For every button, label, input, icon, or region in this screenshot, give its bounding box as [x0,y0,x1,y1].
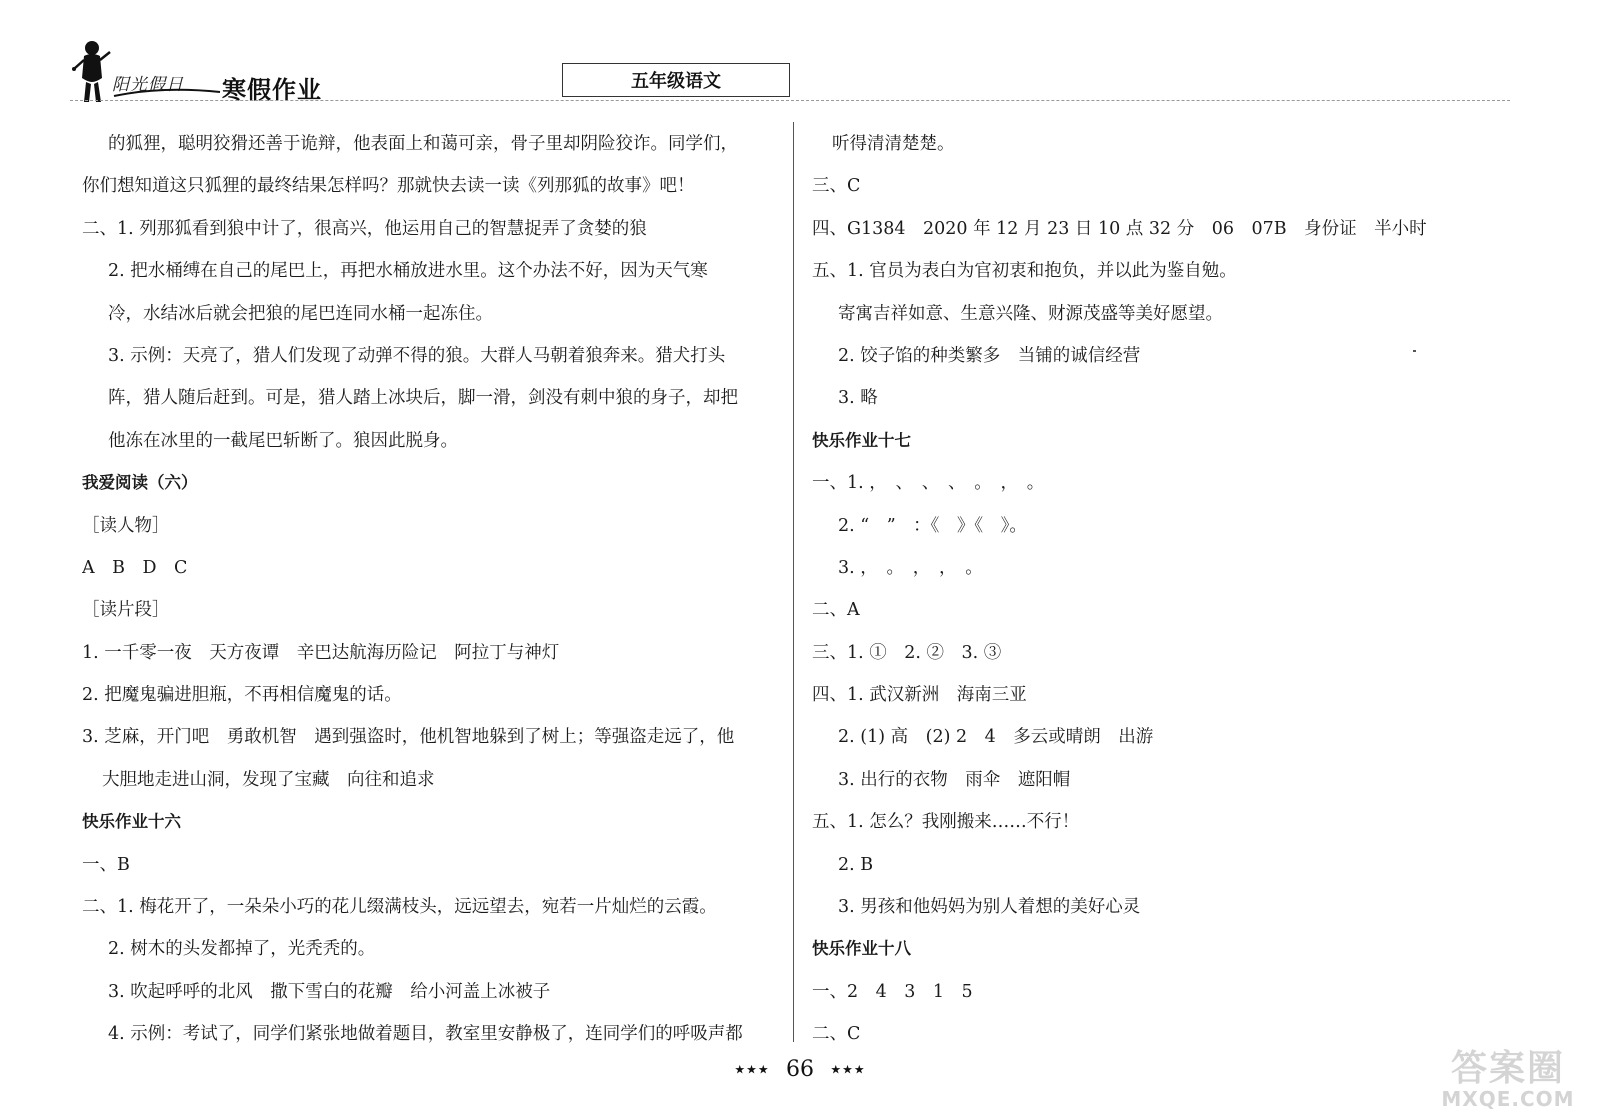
answer-line: 1. 一千零一夜 天方夜谭 辛巴达航海历险记 阿拉丁与神灯 [82,642,560,663]
section-heading: 快乐作业十六 [82,812,181,832]
answer-line: 阵，猎人随后赶到。可是，猎人踏上冰块后，脚一滑，剑没有刺中狼的身子，却把 [108,388,738,409]
answer-line: 五、1. 官员为表白为官初衷和抱负，并以此为鉴自勉。 [812,261,1237,282]
left-column [82,123,802,1056]
answer-line: 冷，水结冰后就会把狼的尾巴连同水桶一起冻住。 [108,303,493,324]
watermark-url: MXQE.COM [1441,1087,1575,1111]
subject-label: 五年级语文 [562,63,790,97]
watermark [1418,1050,1598,1112]
logo-swoosh-icon [112,84,222,100]
answer-line: 3. 略 [838,388,878,409]
logo-script-text: 阳光假日 [112,75,184,95]
answer-line: 2. 把魔鬼骗进胆瓶，不再相信魔鬼的话。 [82,685,402,706]
column-divider [793,122,794,1042]
answer-line: 2. 饺子馅的种类繁多 当铺的诚信经营 [838,345,1141,366]
answer-line: 3. 男孩和他妈妈为别人着想的美好心灵 [838,897,1141,918]
answer-line: 3. 芝麻，开门吧 勇敢机智 遇到强盗时，他机智地躲到了树上；等强盗走远了，他 [82,727,735,748]
answer-line: 四、1. 武汉新洲 海南三亚 [812,685,1027,706]
answer-line: 二、A [812,600,860,621]
answer-line: 你们想知道这只狐狸的最终结果怎样吗？那就快去读一读《列那狐的故事》吧！ [82,176,695,197]
star-decoration-icon: ★★★ [734,1062,770,1077]
header-divider [70,100,1510,101]
section-heading: 我爱阅读（六） [82,473,198,493]
answer-line: 二、C [812,1024,861,1045]
answer-line: 三、C [812,176,861,197]
answer-line: 2. 把水桶缚在自己的尾巴上，再把水桶放进水里。这个办法不好，因为天气寒 [108,261,708,282]
answer-line: 2. B [838,854,874,875]
answer-line: 2. “ ” ：《 》《 》。 [838,515,1027,536]
answer-line: 寄寓吉祥如意、生意兴隆、财源茂盛等美好愿望。 [838,303,1223,324]
answer-line: 一、B [82,854,130,875]
answer-line: ［读片段］ [82,600,170,621]
answer-line: 五、1. 怎么？我刚搬来……不行！ [812,812,1080,833]
section-heading: 快乐作业十七 [812,430,911,450]
section-heading: 快乐作业十八 [812,939,911,959]
book-title: 寒假作业 [222,76,322,104]
answer-line: 4. 示例：考试了，同学们紧张地做着题目，教室里安静极了，连同学们的呼吸声都 [108,1024,743,1045]
answer-line: 三、1. ① 2. ② 3. ③ [812,642,1002,663]
girl-figure-icon [72,38,112,104]
page-header [0,0,1600,110]
star-decoration-icon: ★★★ [830,1062,866,1077]
answer-line: 2. 树木的头发都掉了，光秃秃的。 [108,939,376,960]
page-number: 66 [786,1057,814,1082]
right-column [812,123,1532,1056]
answer-line: 二、1. 梅花开了，一朵朵小巧的花儿缀满枝头，远远望去，宛若一片灿烂的云霞。 [82,897,717,918]
answer-line: 3. 吹起呼呼的北风 撒下雪白的花瓣 给小河盖上冰被子 [108,981,551,1002]
answer-line: 3. ， 。 ， ， 。 [838,557,983,578]
answer-line: 大胆地走进山洞，发现了宝藏 向往和追求 [102,769,435,790]
answer-line: 一、2 4 3 1 5 [812,981,973,1002]
watermark-text: 答案圈 [1450,1048,1565,1089]
answer-line: 一、1. ， 、 、 、 。 ， 。 [812,473,1045,494]
answer-line: 3. 示例：天亮了，猎人们发现了动弹不得的狼。大群人马朝着狼奔来。猎犬打头 [108,345,726,366]
answer-line: 二、1. 列那狐看到狼中计了，很高兴，他运用自己的智慧捉弄了贪婪的狼 [82,218,647,239]
answer-line: 2. (1) 高 (2) 2 4 多云或晴朗 出游 [838,727,1154,748]
answer-line: 的狐狸，聪明狡猾还善于诡辩，他表面上和蔼可亲，骨子里却阴险狡诈。同学们， [108,134,738,154]
answer-line: A B D C [82,557,188,578]
answer-line: 3. 出行的衣物 雨伞 遮阳帽 [838,769,1071,790]
answer-line: ［读人物］ [82,515,170,536]
answer-line: 听得清清楚楚。 [832,134,955,154]
page-footer [0,1056,1600,1082]
answer-line: 四、G1384 2020 年 12 月 23 日 10 点 32 分 06 07B 身份证 半小时 [812,218,1427,239]
answer-line: 他冻在冰里的一截尾巴斩断了。狼因此脱身。 [108,430,458,451]
stray-mark [1413,350,1416,352]
